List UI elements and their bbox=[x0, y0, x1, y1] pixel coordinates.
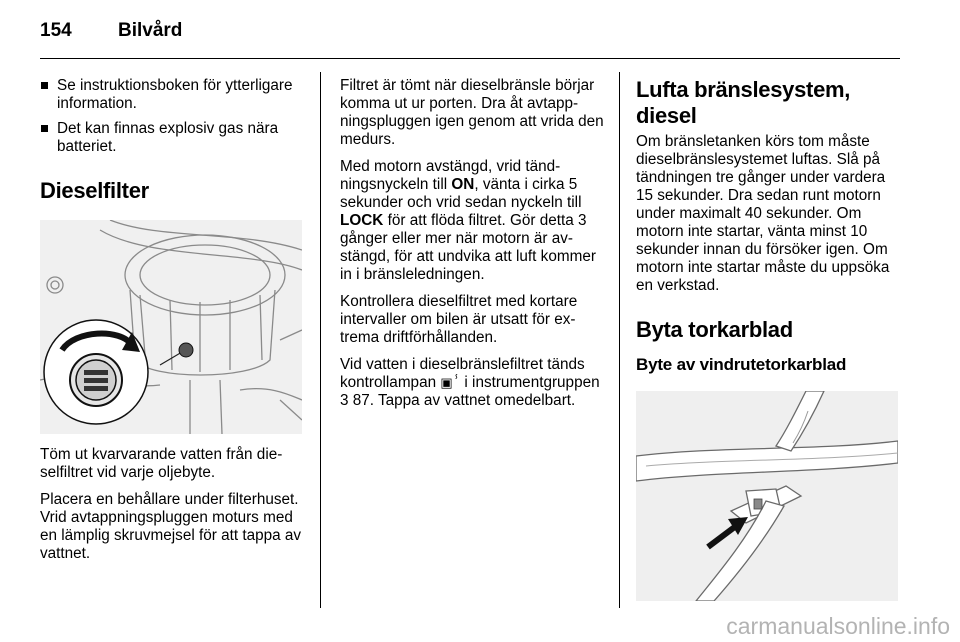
watermark: carmanualsonline.info bbox=[726, 613, 950, 639]
column-divider-1 bbox=[320, 72, 321, 608]
list-item: Se instruktionsboken för ytterligare information. bbox=[40, 77, 308, 113]
page-number: 154 bbox=[40, 20, 72, 41]
page-reference-arrow-icon: 3 bbox=[340, 392, 349, 409]
key-position-lock: LOCK bbox=[340, 212, 384, 229]
subheading-vindrutetorkarblad: Byte av vindrutetorkarblad bbox=[636, 355, 847, 374]
heading-byta-torkarblad: Byta torkarblad bbox=[636, 317, 793, 342]
section-title: Bilvård bbox=[118, 20, 183, 41]
column-1 bbox=[40, 77, 308, 572]
paragraph-warning-lamp: Vid vatten i dieselbränslefiltret tänds kontrollampan ▣ⸯ i instrumentgruppen 3 87. Tappa av vattnet omedelbart. bbox=[340, 356, 600, 409]
paragraph: Kontrollera dieselfiltret med kortare intervaller om bilen är utsatt för extrema driftförhållanden. bbox=[340, 293, 578, 346]
bullet-square-icon bbox=[41, 125, 48, 132]
warning-list bbox=[40, 77, 308, 156]
header-rule bbox=[40, 58, 900, 59]
paragraph: Om bränsletanken körs tom måste dieselbränslesystemet luftas. Slå på tändningen tre gånger under vardera 15 sekunder. Dra sedan runt motorn under maximalt 40 sekunder. Om motorn inte startar, vänta minst 10 sekunder innan du försöker igen. Om motorn inte startar måste du uppsöka en verkstad. bbox=[636, 133, 890, 294]
column-2 bbox=[340, 77, 608, 419]
page-header bbox=[40, 18, 900, 48]
paragraph: Filtret är tömt när dieselbränsle börjar komma ut ur porten. Dra åt avtappningspluggen igen genom att vrida den medurs. bbox=[340, 77, 604, 148]
water-in-fuel-icon: ▣ⸯ bbox=[440, 375, 461, 390]
key-position-on: ON bbox=[451, 176, 475, 193]
wiper-blade-illustration bbox=[636, 391, 898, 601]
heading-dieselfilter: Dieselfilter bbox=[40, 178, 149, 203]
diesel-filter-illustration bbox=[40, 220, 302, 434]
heading-lufta-bransle: Lufta bränslesystem, diesel bbox=[636, 77, 851, 128]
bullet-square-icon bbox=[41, 82, 48, 89]
paragraph: Töm ut kvarvarande vatten från dieselfiltret vid varje oljebyte. bbox=[40, 446, 283, 481]
column-divider-2 bbox=[619, 72, 620, 608]
paragraph: Placera en behållare under filterhuset. Vrid avtappningspluggen moturs med en lämplig skruvmejsel för att tappa av vattnet. bbox=[40, 491, 302, 562]
column-3 bbox=[636, 77, 904, 601]
list-item: Det kan finnas explosiv gas nära batteriet. bbox=[40, 120, 308, 156]
paragraph-ignition: Med motorn avstängd, vrid tändningsnyckeln till ON, vänta i cirka 5 sekunder och vrid sedan nyckeln till LOCK för att flöda filtret. Gör detta 3 gånger eller mer när motorn är avstängd, för att undvika att luft kommer in i bränsleledningen. bbox=[340, 158, 596, 283]
